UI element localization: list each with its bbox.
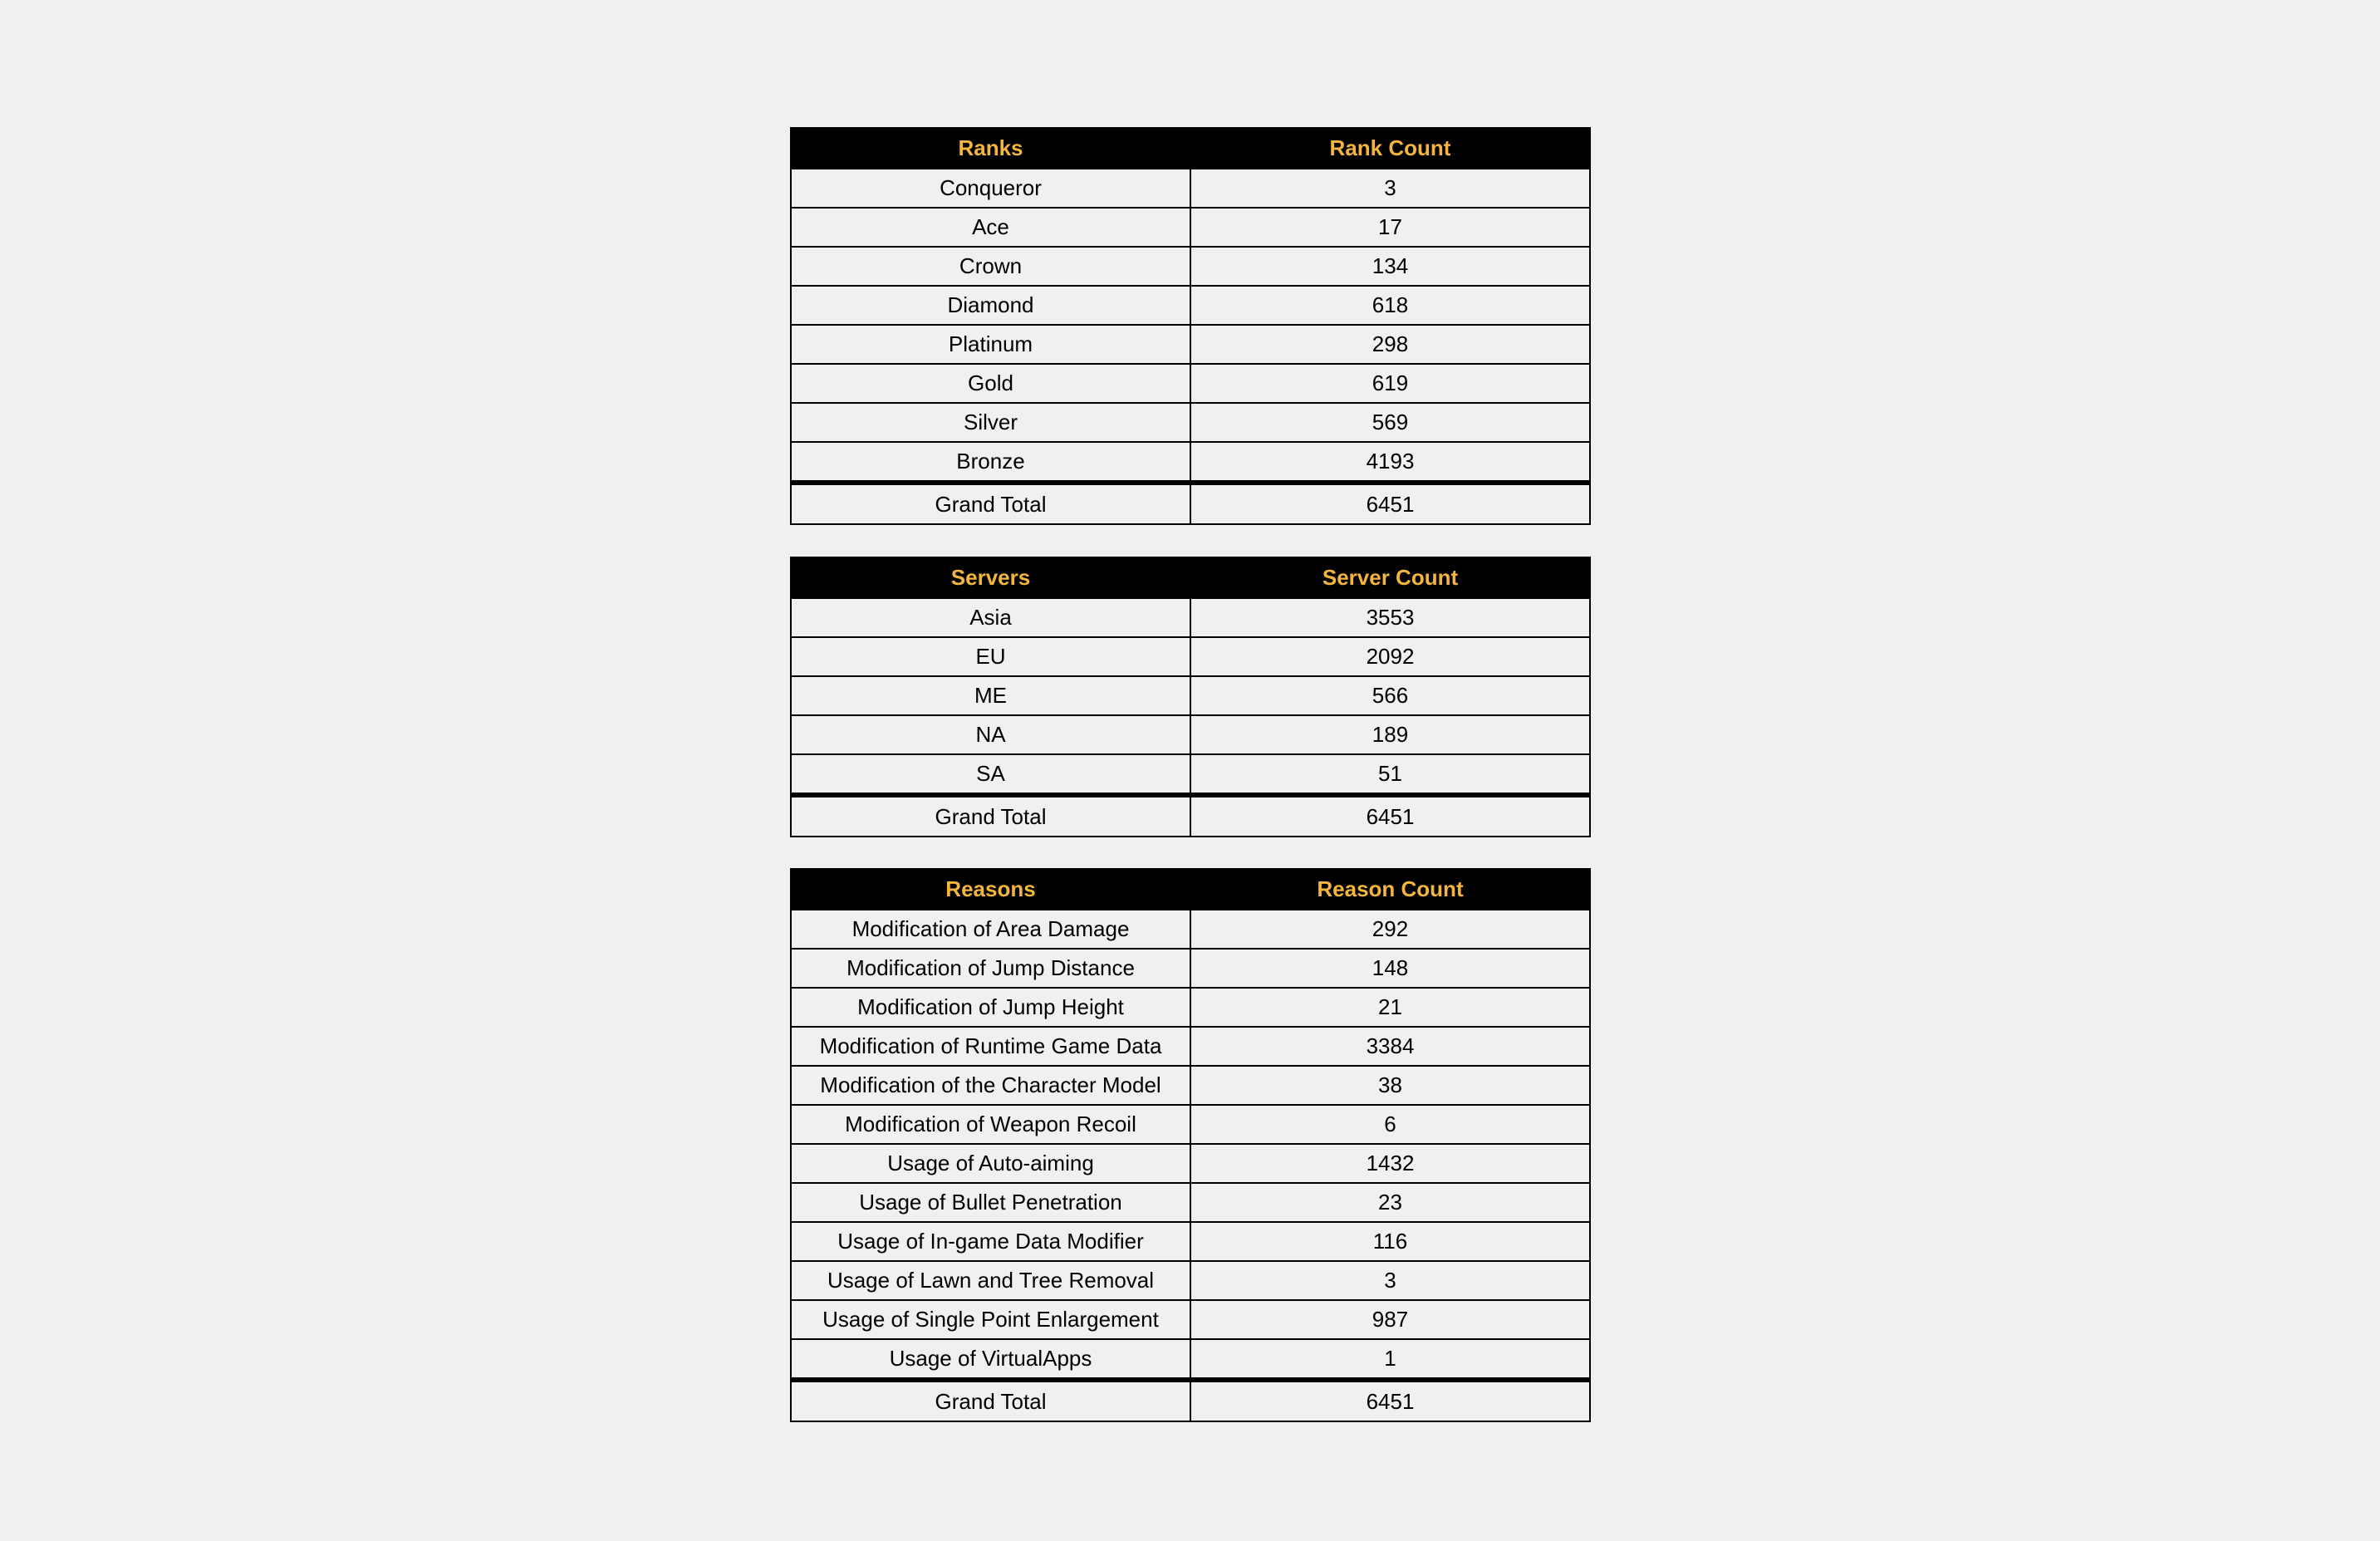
- reason-label[interactable]: Usage of In-game Data Modifier: [791, 1222, 1190, 1261]
- rank-label[interactable]: Gold: [791, 364, 1190, 403]
- server-count[interactable]: 51: [1190, 754, 1590, 795]
- reasons-header-row: [791, 869, 1590, 910]
- table-row: [791, 364, 1590, 403]
- table-row: [791, 442, 1590, 483]
- rank-label[interactable]: Silver: [791, 403, 1190, 442]
- server-label[interactable]: SA: [791, 754, 1190, 795]
- reason-count[interactable]: 23: [1190, 1183, 1590, 1222]
- reason-count[interactable]: 6: [1190, 1105, 1590, 1144]
- rank-count[interactable]: 134: [1190, 247, 1590, 286]
- table-row: [791, 1183, 1590, 1222]
- table-row: [791, 1027, 1590, 1066]
- ranks-grand-total-row: [791, 483, 1590, 524]
- table-row: [791, 910, 1590, 949]
- grand-total-label[interactable]: Grand Total: [791, 483, 1190, 524]
- table-row: [791, 403, 1590, 442]
- reason-label[interactable]: Usage of Single Point Enlargement: [791, 1300, 1190, 1339]
- table-row: [791, 247, 1590, 286]
- rank-label[interactable]: Ace: [791, 208, 1190, 247]
- rank-count[interactable]: 298: [1190, 325, 1590, 364]
- reason-count[interactable]: 1: [1190, 1339, 1590, 1380]
- table-row: [791, 754, 1590, 795]
- server-count[interactable]: 189: [1190, 715, 1590, 754]
- table-row: [791, 1144, 1590, 1183]
- servers-header-label[interactable]: Servers: [791, 557, 1190, 598]
- rank-count[interactable]: 3: [1190, 169, 1590, 208]
- reason-count[interactable]: 38: [1190, 1066, 1590, 1105]
- table-row: [791, 1339, 1590, 1380]
- rank-count[interactable]: 618: [1190, 286, 1590, 325]
- reasons-table: [790, 868, 1591, 1422]
- server-count[interactable]: 566: [1190, 676, 1590, 715]
- servers-header-count[interactable]: Server Count: [1190, 557, 1590, 598]
- reason-label[interactable]: Modification of Jump Height: [791, 988, 1190, 1027]
- table-row: [791, 988, 1590, 1027]
- server-count[interactable]: 3553: [1190, 598, 1590, 637]
- reason-label[interactable]: Usage of Bullet Penetration: [791, 1183, 1190, 1222]
- table-row: [791, 1300, 1590, 1339]
- grand-total-value[interactable]: 6451: [1190, 1380, 1590, 1421]
- grand-total-value[interactable]: 6451: [1190, 483, 1590, 524]
- server-label[interactable]: Asia: [791, 598, 1190, 637]
- reason-count[interactable]: 148: [1190, 949, 1590, 988]
- table-row: [791, 637, 1590, 676]
- ranks-header-count[interactable]: Rank Count: [1190, 128, 1590, 169]
- table-row: [791, 1066, 1590, 1105]
- table-row: [791, 949, 1590, 988]
- reason-label[interactable]: Modification of Runtime Game Data: [791, 1027, 1190, 1066]
- server-label[interactable]: ME: [791, 676, 1190, 715]
- reason-count[interactable]: 21: [1190, 988, 1590, 1027]
- table-row: [791, 1222, 1590, 1261]
- rank-label[interactable]: Conqueror: [791, 169, 1190, 208]
- table-row: [791, 1105, 1590, 1144]
- reason-count[interactable]: 1432: [1190, 1144, 1590, 1183]
- rank-label[interactable]: Platinum: [791, 325, 1190, 364]
- reasons-header-label[interactable]: Reasons: [791, 869, 1190, 910]
- reason-label[interactable]: Usage of Lawn and Tree Removal: [791, 1261, 1190, 1300]
- reasons-header-count[interactable]: Reason Count: [1190, 869, 1590, 910]
- servers-header-row: [791, 557, 1590, 598]
- table-row: [791, 169, 1590, 208]
- reason-label[interactable]: Usage of Auto-aiming: [791, 1144, 1190, 1183]
- ranks-header-label[interactable]: Ranks: [791, 128, 1190, 169]
- servers-table: [790, 557, 1591, 837]
- reasons-grand-total-row: [791, 1380, 1590, 1421]
- table-row: [791, 715, 1590, 754]
- reason-label[interactable]: Modification of the Character Model: [791, 1066, 1190, 1105]
- grand-total-label[interactable]: Grand Total: [791, 795, 1190, 837]
- reason-count[interactable]: 292: [1190, 910, 1590, 949]
- table-row: [791, 208, 1590, 247]
- reason-label[interactable]: Modification of Area Damage: [791, 910, 1190, 949]
- table-row: [791, 1261, 1590, 1300]
- rank-label[interactable]: Crown: [791, 247, 1190, 286]
- table-row: [791, 325, 1590, 364]
- server-label[interactable]: NA: [791, 715, 1190, 754]
- reason-count[interactable]: 3: [1190, 1261, 1590, 1300]
- server-label[interactable]: EU: [791, 637, 1190, 676]
- rank-count[interactable]: 17: [1190, 208, 1590, 247]
- servers-grand-total-row: [791, 795, 1590, 837]
- ranks-header-row: [791, 128, 1590, 169]
- ranks-table: [790, 127, 1591, 525]
- rank-count[interactable]: 619: [1190, 364, 1590, 403]
- reason-count[interactable]: 116: [1190, 1222, 1590, 1261]
- reason-count[interactable]: 3384: [1190, 1027, 1590, 1066]
- grand-total-label[interactable]: Grand Total: [791, 1380, 1190, 1421]
- grand-total-value[interactable]: 6451: [1190, 795, 1590, 837]
- rank-count[interactable]: 4193: [1190, 442, 1590, 483]
- reason-count[interactable]: 987: [1190, 1300, 1590, 1339]
- reason-label[interactable]: Usage of VirtualApps: [791, 1339, 1190, 1380]
- server-count[interactable]: 2092: [1190, 637, 1590, 676]
- rank-label[interactable]: Diamond: [791, 286, 1190, 325]
- table-row: [791, 676, 1590, 715]
- table-row: [791, 286, 1590, 325]
- reason-label[interactable]: Modification of Jump Distance: [791, 949, 1190, 988]
- reason-label[interactable]: Modification of Weapon Recoil: [791, 1105, 1190, 1144]
- rank-label[interactable]: Bronze: [791, 442, 1190, 483]
- rank-count[interactable]: 569: [1190, 403, 1590, 442]
- table-row: [791, 598, 1590, 637]
